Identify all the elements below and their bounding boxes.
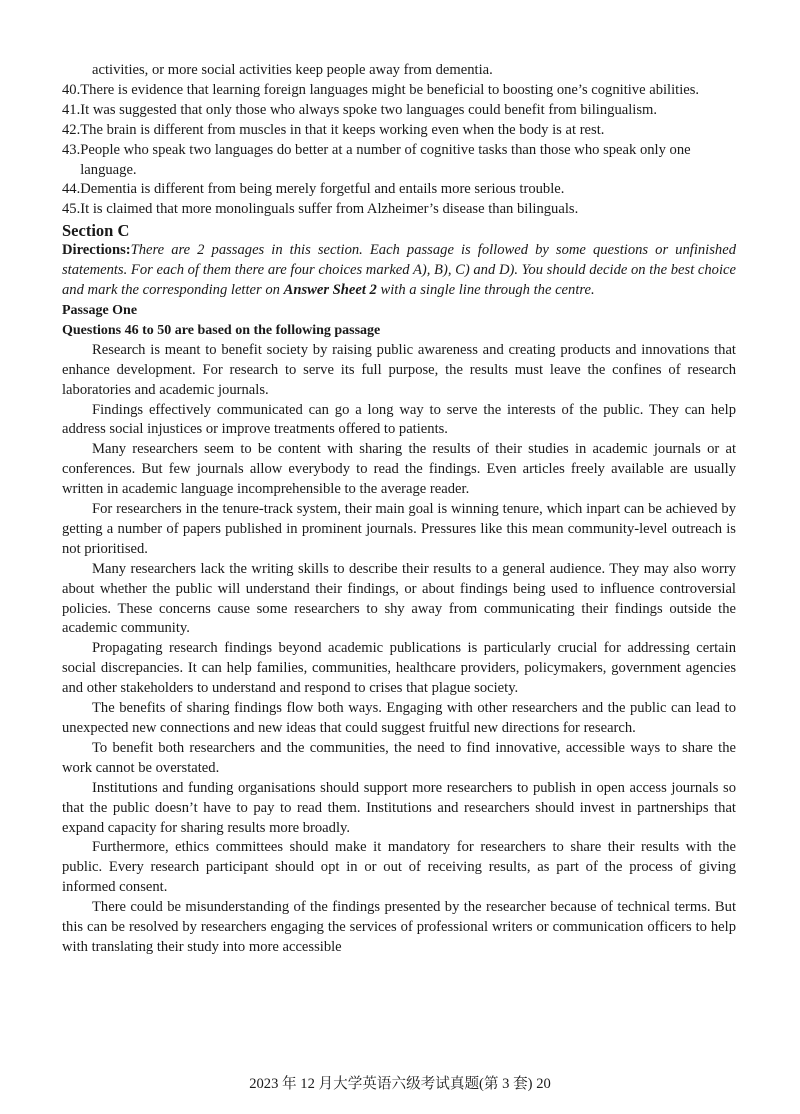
- continued-statement-fragment: activities, or more social activities keep people away from dementia.: [92, 62, 493, 78]
- page-content: [62, 61, 736, 958]
- statement-text: People who speak two languages do better at a number of cognitive tasks than those who speak only one language.: [80, 141, 691, 178]
- passage-paragraph: The benefits of sharing findings flow both ways. Engaging with other researchers and the public can lead to unexpected new connections and new ideas that could suggest fruitful new directions for research.: [62, 700, 736, 736]
- questions-label: Questions 46 to 50 are based on the following passage: [62, 322, 381, 338]
- statement-item: [62, 81, 736, 101]
- answer-sheet-reference: Answer Sheet 2: [283, 282, 377, 299]
- statement-text: Dementia is different from being merely forgetful and entails more serious trouble.: [80, 181, 565, 198]
- statement-item: [62, 141, 736, 181]
- statement-text: There is evidence that learning foreign languages might be beneficial to boosting one’s cognitive abilities.: [80, 81, 700, 98]
- section-title: Section C: [62, 221, 130, 241]
- statement-item: [62, 200, 736, 220]
- statement-text: It was suggested that only those who always spoke two languages could benefit from bilingualism.: [80, 101, 658, 118]
- statement-number: 45.: [62, 201, 81, 218]
- directions-lead: Directions:: [62, 242, 131, 259]
- directions-text-end: with a single line through the centre.: [376, 282, 595, 299]
- directions-text: There are 2 passages in this section. Each passage is followed by some questions or unfinished statements. For each of them there are four choices marked A), B), C) and D). You should decide on the best choice and mark the corresponding letter on: [62, 242, 736, 299]
- statement-number: 40.: [62, 81, 81, 98]
- statement-item: [62, 121, 736, 141]
- statement-number: 41.: [62, 101, 81, 118]
- statement-number: 42.: [62, 121, 81, 138]
- statement-text: The brain is different from muscles in that it keeps working even when the body is at rest.: [80, 121, 605, 138]
- statement-item: [62, 180, 736, 200]
- passage-label: Passage One: [62, 302, 138, 318]
- statement-number: 44.: [62, 181, 81, 198]
- passage-paragraph: Institutions and funding organisations should support more researchers to publish in open access journals so that the public doesn’t have to pay to read them. Institutions and researchers should invest in partnerships that expand capacity for sharing results more broadly.: [62, 779, 736, 836]
- passage-paragraph: Propagating research findings beyond academic publications is particularly crucial for addressing certain social discrepancies. It can help families, communities, healthcare providers, policymakers, government agencies and other stakeholders to understand and respond to crises that plague society.: [62, 640, 736, 697]
- passage-paragraph: Many researchers lack the writing skills to describe their results to a general audience. They may also worry about whether the public will understand their findings, or about findings being used to influence controversial policies. These concerns cause some researchers to shy away from communicating their findings outside the academic community.: [62, 560, 736, 637]
- statement-item: [62, 101, 736, 121]
- statement-list: [62, 81, 736, 220]
- passage-paragraph: There could be misunderstanding of the findings presented by the researcher because of technical terms. But this can be resolved by researchers engaging the services of professional writers or communication officers to help with translating their study into more accessible: [62, 899, 736, 955]
- passage-paragraph: Many researchers seem to be content with sharing the results of their studies in academic journals or at conferences. But few journals allow everybody to read the findings. Even articles freely available are usually written in academic language incomprehensible to the average reader.: [62, 441, 736, 498]
- passage-paragraph: For researchers in the tenure-track system, their main goal is winning tenure, which inpart can be achieved by getting a number of papers published in prominent journals. Pressures like this mean community-level outreach is not prioritised.: [62, 501, 736, 557]
- page-footer: 2023 年 12 月大学英语六级考试真题(第 3 套) 20: [249, 1076, 551, 1092]
- directions: [62, 241, 736, 301]
- statement-text: It is claimed that more monolinguals suffer from Alzheimer’s disease than bilinguals.: [80, 201, 579, 218]
- passage-paragraph: Findings effectively communicated can go a long way to serve the interests of the public. They can help address social injustices or improve treatments offered to patients.: [62, 401, 736, 438]
- passage-paragraph: Furthermore, ethics committees should make it mandatory for researchers to share their results with the public. Every research participant should opt in or out of receiving results, as part of the process of giving informed consent.: [62, 839, 736, 896]
- passage-paragraph: To benefit both researchers and the communities, the need to find innovative, accessible ways to share the work cannot be overstated.: [62, 739, 736, 776]
- passage-paragraph: Research is meant to benefit society by raising public awareness and creating products and innovations that enhance development. For research to serve its full purpose, the results must leave the confines of research laboratories and academic journals.: [62, 341, 736, 398]
- statement-number: 43.: [62, 141, 81, 158]
- passage-body: [62, 341, 736, 958]
